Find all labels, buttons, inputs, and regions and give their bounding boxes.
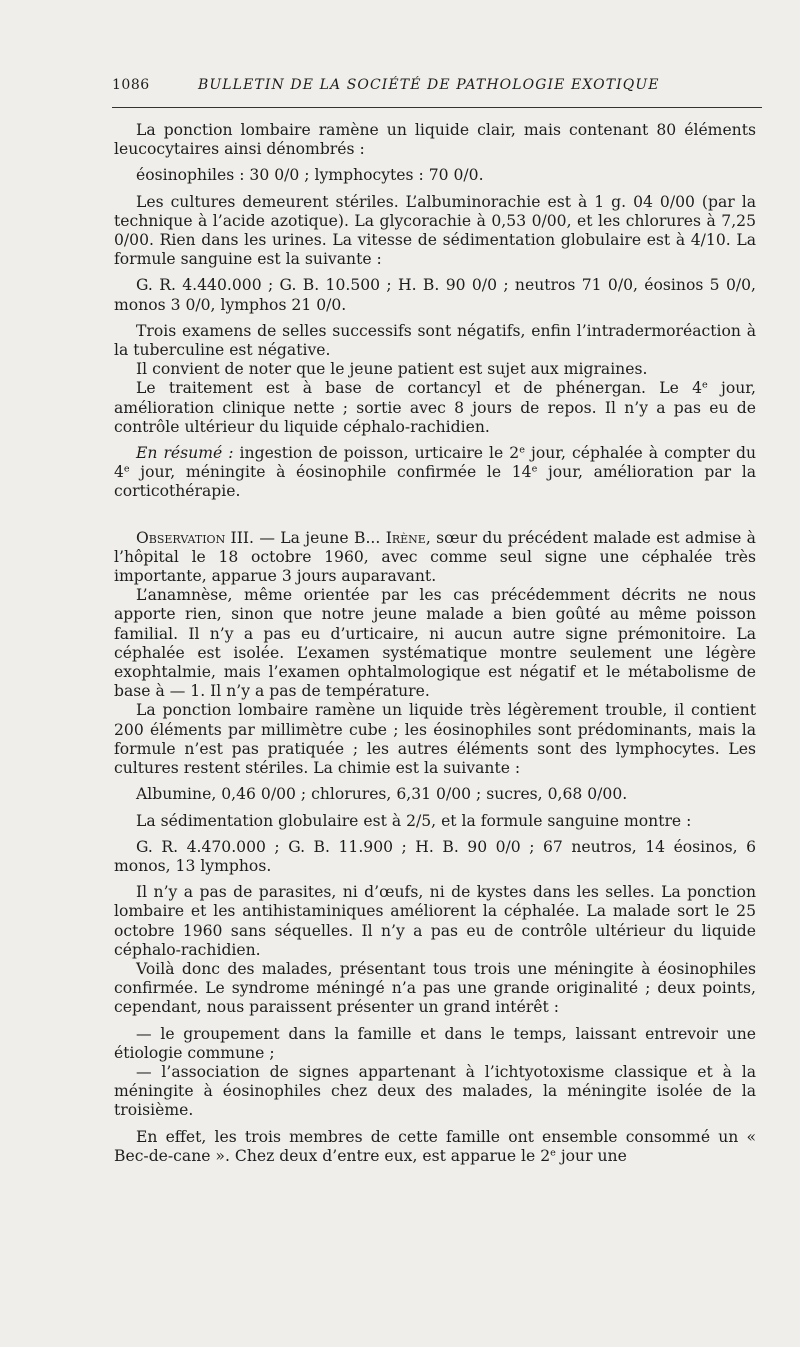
patient-name: Irène (385, 528, 426, 547)
page-number: 1086 (112, 77, 150, 93)
paragraph-point-grouping: — le groupement dans la famille et dans le temps, laissant entrevoir une étiologie commune ; (114, 1024, 756, 1062)
paragraph-migraines: Il convient de noter que le jeune patient est sujet aux migraines. (136, 360, 648, 379)
paragraph-cultures: Les cultures demeurent stériles. L’albuminorachie est à 1 g. 04 0/00 (par la technique à l’acide azotique). La glycorachie à 0,53 0/00, et les chlorures à 7,25 0/00. Rien dans les urines. La vitesse de sédimentation globulaire est à 4/10. La formule sanguine est la suivante : (114, 192, 756, 269)
journal-title: BULLETIN DE LA SOCIÉTÉ DE PATHOLOGIE EXOTIQUE (198, 77, 660, 93)
paragraph-eosinophiles-count: éosinophiles : 30 0/0 ; lymphocytes : 70 0/0. (136, 166, 484, 185)
paragraph-stool-exams: Trois examens de selles successifs sont négatifs, enfin l’intradermoréaction à la tuberculine est négative. (114, 321, 756, 360)
text-run: jour, céphalée à compter du 4 (114, 444, 757, 482)
text-run: — La jeune B... (253, 528, 386, 547)
summary-label: En résumé : (136, 444, 234, 463)
text-run: jour, amélioration clinique nette ; sortie avec 8 jours de repos. Il n’y a pas eu de contrôle ultérieur du liquide céphalo-rachidien. (114, 379, 756, 436)
paragraph-conclusion: Voilà donc des malades, présentant tous trois une méningite à éosinophiles confirmée. Le syndrome méningé n’a pas une grande originalité ; deux points, cependant, nous paraissent présenter un grand intérêt : (114, 959, 756, 1017)
text-run: Le traitement est à base de cortancyl et de phénergan. Le 4 (136, 379, 703, 398)
text-run: ingestion de poisson, urticaire le 2 (233, 444, 520, 463)
paragraph-point-association: — l’association de signes appartenant à l’ichtyotoxisme classique et à la méningite à éosinophiles chez deux des malades, la méningite isolée de la troisième. (114, 1062, 756, 1120)
paragraph-chemistry: Albumine, 0,46 0/00 ; chlorures, 6,31 0/00 ; sucres, 0,68 0/00. (136, 785, 628, 804)
superscript: e (123, 463, 130, 475)
text-run: jour, méningite à éosinophile confirmée le 14 (129, 463, 532, 482)
superscript: e (702, 380, 708, 392)
running-header (112, 77, 760, 93)
paragraph-summary (114, 444, 756, 502)
paragraph-treatment (114, 379, 756, 437)
text-run: jour, amélioration par la corticothérapie. (114, 463, 756, 501)
paragraph-bec-de-cane (114, 1128, 756, 1166)
text-run: jour une (555, 1146, 627, 1165)
text-run: , sœur du précédent malade est admise à l’hôpital le 18 octobre 1960, avec comme seul signe une céphalée très importante, apparue 3 jours auparavant. (114, 528, 756, 586)
article-body (114, 121, 756, 1166)
superscript: e (550, 1147, 556, 1159)
paragraph-sedimentation: La sédimentation globulaire est à 2/5, et la formule sanguine montre : (136, 811, 692, 830)
paragraph-blood-formula-2: G. R. 4.470.000 ; G. B. 11.900 ; H. B. 90 0/0 ; 67 neutros, 14 éosinos, 6 monos, 13 lymphos. (114, 837, 756, 875)
paragraph-lumbar-puncture-2: La ponction lombaire ramène un liquide très légèrement trouble, il contient 200 éléments par millimètre cube ; les éosinophiles sont prédominants, mais la formule n’est pas pratiquée ; les autres éléments sont des lymphocytes. Les cultures restent stériles. La chimie est la suivante : (114, 701, 756, 778)
paragraph-anamnesis: L’anamnèse, même orientée par les cas précédemment décrits ne nous apporte rien, sinon que notre jeune malade a bien goûté au même poisson familial. Il n’y a pas eu d’urticaire, ni aucun autre signe prémonitoire. La céphalée est isolée. L’examen systématique montre seulement une légère exophtalmie, mais l’examen ophtalmologique est négatif et le métabolisme de base à — 1. Il n’y a pas de température. (114, 586, 756, 701)
paragraph-lumbar-puncture: La ponction lombaire ramène un liquide clair, mais contenant 80 éléments leucocytaires ainsi dénombrés : (114, 121, 756, 159)
paragraph-blood-formula: G. R. 4.440.000 ; G. B. 10.500 ; H. B. 90 0/0 ; neutros 71 0/0, éosinos 5 0/0, monos 3 0/0, lymphos 21 0/0. (114, 276, 756, 314)
header-rule (112, 107, 762, 108)
paragraph-parasites: Il n’y a pas de parasites, ni d’œufs, ni de kystes dans les selles. La ponction lombaire et les antihistaminiques améliorent la céphalée. La malade sort le 25 octobre 1960 sans séquelles. Il n’y a pas eu de contrôle ultérieur du liquide céphalo-rachidien. (114, 883, 756, 959)
observation-label: Observation III. (136, 528, 254, 547)
text-run: En effet, les trois membres de cette famille ont ensemble consommé un « Bec-de-cane ». Chez deux d’entre eux, est apparue le 2 (114, 1127, 756, 1165)
superscript: e (519, 444, 525, 456)
superscript: e (531, 463, 538, 475)
paragraph-observation-iii (114, 529, 756, 587)
